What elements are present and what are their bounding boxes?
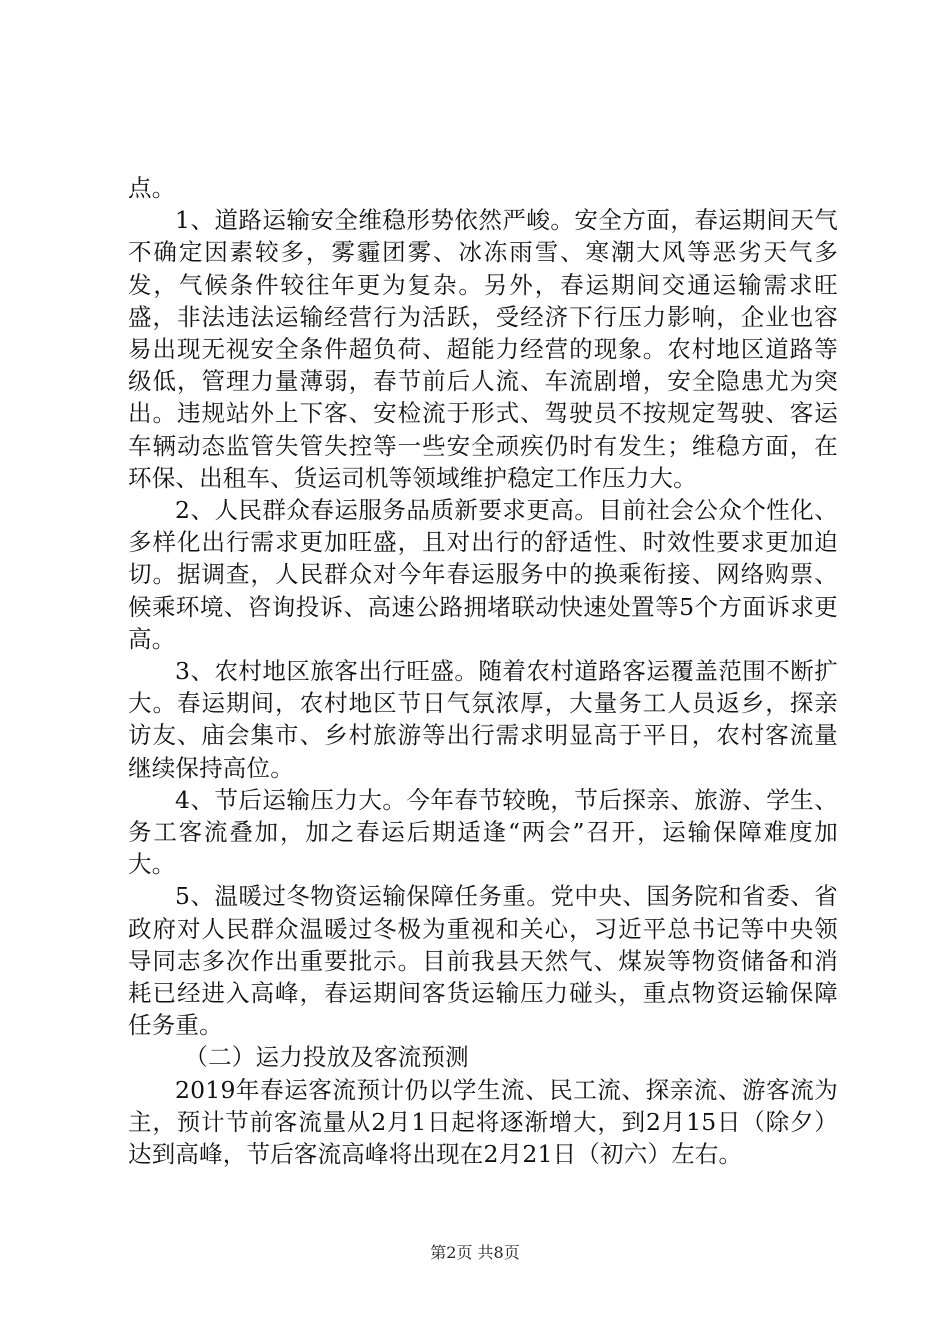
- section-heading: （二）运力投放及客流预测: [184, 1043, 469, 1072]
- paragraph-item-4: 4、节后运输压力大。今年春节较晚，节后探亲、旅游、学生、务工客流叠加，加之春运后期适逢“两会”召开，运输保障难度加大。: [128, 785, 838, 879]
- page-footer: 第2页 共8页: [430, 1243, 520, 1262]
- paragraph-item-3: 3、农村地区旅客出行旺盛。随着农村道路客运覆盖范围不断扩大。春运期间，农村地区节日气氛浓厚，大量务工人员返乡，探亲访友、庙会集市、乡村旅游等出行需求明显高于平日，农村客流量继续保持高位。: [128, 657, 838, 782]
- paragraph-item-5: 5、温暖过冬物资运输保障任务重。党中央、国务院和省委、省政府对人民群众温暖过冬极为重视和关心，习近平总书记等中央领导同志多次作出重要批示。目前我县天然气、煤炭等物资储备和消耗已经进入高峰，春运期间客货运输压力碰头，重点物资运输保障任务重。: [128, 882, 838, 1040]
- paragraph-item-1: 1、道路运输安全维稳形势依然严峻。安全方面，春运期间天气不确定因素较多，雾霾团雾、冰冻雨雪、寒潮大风等恶劣天气多发，气候条件较往年更为复杂。另外，春运期间交通运输需求旺盛，非法违法运输经营行为活跃，受经济下行压力影响，企业也容易出现无视安全条件超负荷、超能力经营的现象。农村地区道路等级低，管理力量薄弱，春节前后人流、车流剧增，安全隐患尤为突出。违规站外上下客、安检流于形式、驾驶员不按规定驾驶、客运车辆动态监管失管失控等一些安全顽疾仍时有发生；维稳方面，在环保、出租车、货运司机等领域维护稳定工作压力大。: [128, 206, 838, 492]
- paragraph-forecast: 2019年春运客流预计仍以学生流、民工流、探亲流、游客流为主，预计节前客流量从2月1日起将逐渐增大，到2月15日（除夕）达到高峰，节后客流高峰将出现在2月21日（初六）左右。: [128, 1075, 838, 1169]
- paragraph-continuation: 点。: [128, 174, 176, 202]
- document-body: [128, 172, 838, 1170]
- paragraph-item-2: 2、人民群众春运服务品质新要求更高。目前社会公众个性化、多样化出行需求更加旺盛，且对出行的舒适性、时效性要求更加迫切。据调查，人民群众对今年春运服务中的换乘衔接、网络购票、候乘环境、咨询投诉、高速公路拥堵联动快速处置等5个方面诉求更高。: [128, 496, 838, 653]
